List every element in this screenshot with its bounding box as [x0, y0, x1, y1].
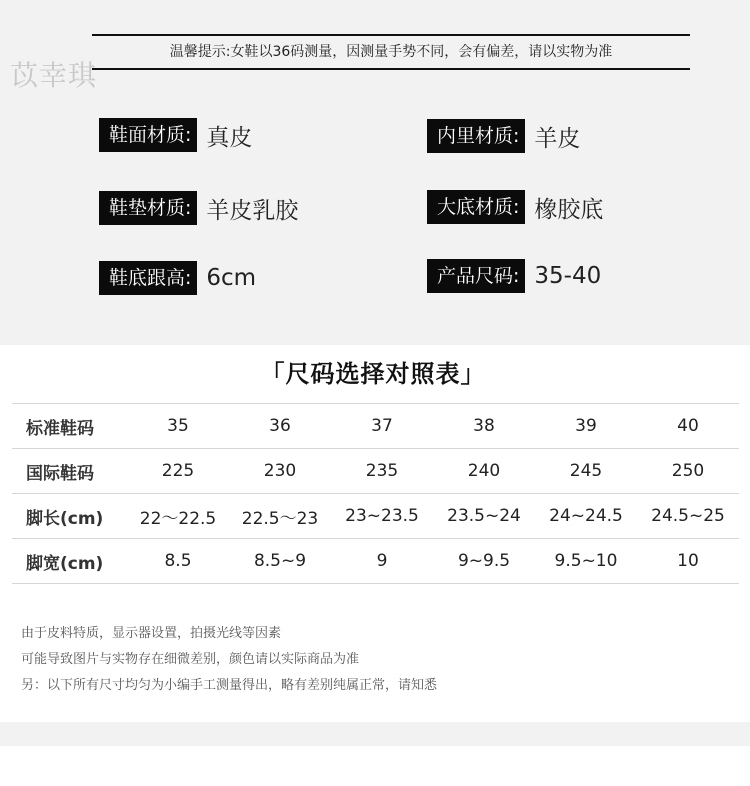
- table-cell: 22.5～23: [229, 494, 331, 539]
- table-cell: 24~24.5: [535, 494, 637, 539]
- spec-label: 内里材质:: [427, 119, 525, 153]
- table-cell: 36: [229, 404, 331, 449]
- spec-label: 鞋面材质:: [99, 118, 197, 152]
- table-cell: 35: [127, 404, 229, 449]
- table-cell: 37: [331, 404, 433, 449]
- spec-value: 6cm: [206, 265, 257, 291]
- spec-lining-material: [427, 119, 580, 153]
- table-row-standard-size: [12, 404, 739, 449]
- note-line: 由于皮料特质，显示器设置，拍摄光线等因素: [21, 626, 282, 641]
- note-line: 另：以下所有尺寸均匀为小编手工测量得出，略有差别纯属正常，请知悉: [21, 678, 438, 693]
- table-cell: 250: [637, 449, 739, 494]
- measurement-notice: 温馨提示:女鞋以36码测量，因测量手势不同，会有偏差，请以实物为准: [92, 34, 690, 70]
- spec-value: 羊皮乳胶: [206, 197, 299, 224]
- table-cell: 245: [535, 449, 637, 494]
- table-cell: 8.5: [127, 539, 229, 584]
- table-cell: 9~9.5: [433, 539, 535, 584]
- spec-outsole-material: [427, 190, 603, 224]
- note-line: 可能导致图片与实物存在细微差别，颜色请以实际商品为准: [21, 652, 360, 667]
- spec-value: 羊皮: [534, 125, 581, 152]
- spec-label: 鞋垫材质:: [99, 191, 197, 225]
- table-cell: 8.5~9: [229, 539, 331, 584]
- size-chart-table: [12, 403, 739, 584]
- table-cell: 23~23.5: [331, 494, 433, 539]
- spec-heel-height: [99, 261, 256, 295]
- spec-label: 产品尺码:: [427, 259, 525, 293]
- spec-size-range: [427, 259, 601, 293]
- spec-insole-material: [99, 191, 298, 225]
- table-row-foot-length: [12, 494, 739, 539]
- spec-label: 鞋底跟高:: [99, 261, 197, 295]
- table-cell: 24.5~25: [637, 494, 739, 539]
- table-cell: 22～22.5: [127, 494, 229, 539]
- table-cell: 225: [127, 449, 229, 494]
- spec-value: 35-40: [534, 263, 602, 289]
- spec-upper-material: [99, 118, 252, 152]
- size-chart-title: 「尺码选择对照表」: [260, 360, 486, 388]
- bottom-divider-strip: [0, 722, 750, 746]
- table-cell: 235: [331, 449, 433, 494]
- table-row-international-size: [12, 449, 739, 494]
- table-cell: 9.5~10: [535, 539, 637, 584]
- table-cell: 10: [637, 539, 739, 584]
- table-cell: 9: [331, 539, 433, 584]
- row-header: 标准鞋码: [12, 404, 127, 449]
- row-header: 脚长(cm): [12, 494, 127, 539]
- table-cell: 240: [433, 449, 535, 494]
- table-cell: 40: [637, 404, 739, 449]
- spec-label: 大底材质:: [427, 190, 525, 224]
- brand-watermark: 苡幸琪: [10, 59, 98, 92]
- row-header: 国际鞋码: [12, 449, 127, 494]
- row-header: 脚宽(cm): [12, 539, 127, 584]
- table-cell: 230: [229, 449, 331, 494]
- spec-value: 真皮: [206, 124, 253, 151]
- spec-value: 橡胶底: [534, 196, 604, 223]
- table-cell: 23.5~24: [433, 494, 535, 539]
- disclaimer-notes: [21, 624, 437, 702]
- table-row-foot-width: [12, 539, 739, 584]
- table-cell: 39: [535, 404, 637, 449]
- table-cell: 38: [433, 404, 535, 449]
